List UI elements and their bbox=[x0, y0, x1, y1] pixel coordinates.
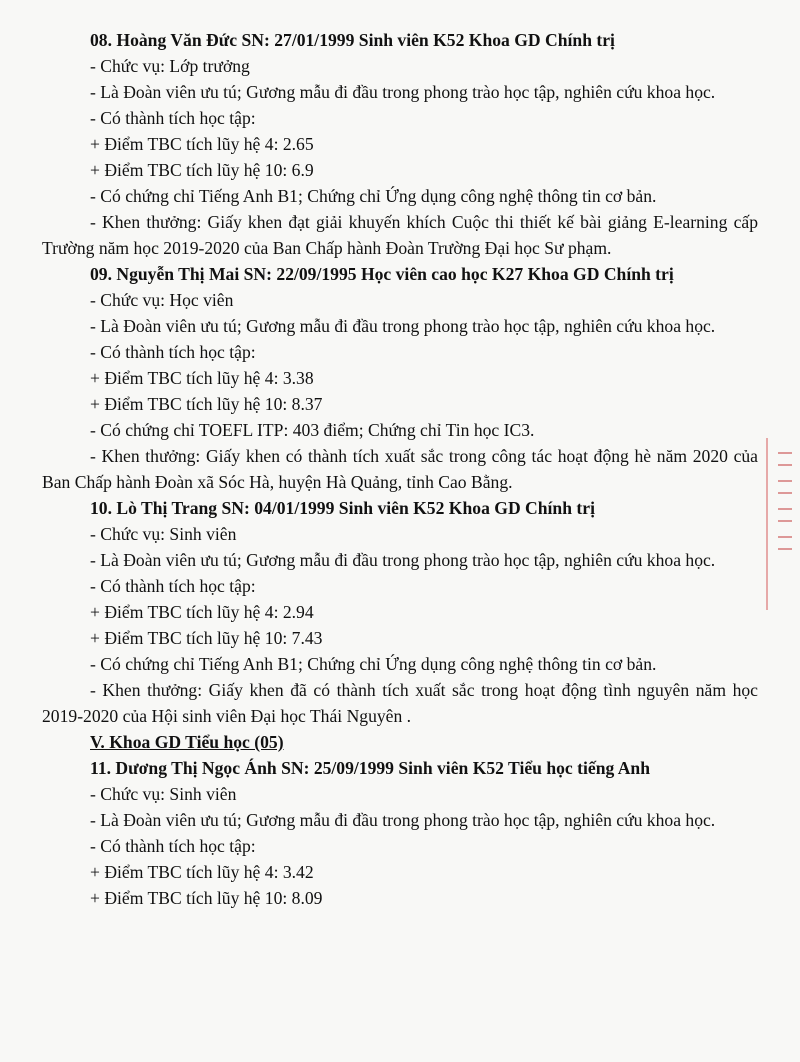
student-heading: 09. Nguyễn Thị Mai SN: 22/09/1995 Học viên cao học K27 Khoa GD Chính trị bbox=[90, 264, 674, 284]
section-heading: V. Khoa GD Tiểu học (05) bbox=[90, 732, 284, 752]
awards-line: - Khen thưởng: Giấy khen đã có thành tích xuất sắc trong hoạt động tình nguyên năm học 2019-2020 của Hội sinh viên Đại học Thái Nguyên . bbox=[42, 680, 758, 726]
certificates-line: - Có chứng chỉ Tiếng Anh B1; Chứng chỉ Ứng dụng công nghệ thông tin cơ bản. bbox=[90, 186, 657, 206]
awards-line: - Khen thưởng: Giấy khen có thành tích xuất sắc trong công tác hoạt động hè năm 2020 của Ban Chấp hành Đoàn xã Sóc Hà, huyện Hà Quảng, tỉnh Cao Bằng. bbox=[42, 446, 758, 492]
student-heading: 10. Lò Thị Trang SN: 04/01/1999 Sinh viên K52 Khoa GD Chính trị bbox=[90, 498, 595, 518]
achievements-label: - Có thành tích học tập: bbox=[90, 576, 256, 596]
awards-line: - Khen thưởng: Giấy khen đạt giải khuyến khích Cuộc thi thiết kế bài giảng E-learning cấp Trường năm học 2019-2020 của Ban Chấp hành Đoàn Trường Đại học Sư phạm. bbox=[42, 212, 758, 258]
gpa4-line: + Điểm TBC tích lũy hệ 4: 3.42 bbox=[90, 862, 314, 882]
gpa4-line: + Điểm TBC tích lũy hệ 4: 3.38 bbox=[90, 368, 314, 388]
student-heading: 08. Hoàng Văn Đức SN: 27/01/1999 Sinh viên K52 Khoa GD Chính trị bbox=[90, 30, 615, 50]
position-line: - Chức vụ: Học viên bbox=[90, 290, 234, 310]
certificates-line: - Có chứng chỉ Tiếng Anh B1; Chứng chỉ Ứng dụng công nghệ thông tin cơ bản. bbox=[90, 654, 657, 674]
position-line: - Chức vụ: Sinh viên bbox=[90, 524, 237, 544]
position-line: - Chức vụ: Lớp trưởng bbox=[90, 56, 250, 76]
student-heading: 11. Dương Thị Ngọc Ánh SN: 25/09/1999 Sinh viên K52 Tiểu học tiếng Anh bbox=[90, 758, 650, 778]
member-line: - Là Đoàn viên ưu tú; Gương mẫu đi đầu trong phong trào học tập, nghiên cứu khoa học. bbox=[90, 82, 716, 102]
stamp-mark bbox=[778, 480, 792, 494]
gpa10-line: + Điểm TBC tích lũy hệ 10: 6.9 bbox=[90, 160, 314, 180]
member-line: - Là Đoàn viên ưu tú; Gương mẫu đi đầu trong phong trào học tập, nghiên cứu khoa học. bbox=[90, 316, 716, 336]
position-line: - Chức vụ: Sinh viên bbox=[90, 784, 237, 804]
gpa4-line: + Điểm TBC tích lũy hệ 4: 2.65 bbox=[90, 134, 314, 154]
document-body bbox=[42, 27, 758, 911]
gpa10-line: + Điểm TBC tích lũy hệ 10: 8.37 bbox=[90, 394, 323, 414]
achievements-label: - Có thành tích học tập: bbox=[90, 836, 256, 856]
achievements-label: - Có thành tích học tập: bbox=[90, 108, 256, 128]
certificates-line: - Có chứng chỉ TOEFL ITP: 403 điểm; Chứng chỉ Tin học IC3. bbox=[90, 420, 535, 440]
gpa10-line: + Điểm TBC tích lũy hệ 10: 7.43 bbox=[90, 628, 323, 648]
stamp-mark bbox=[778, 508, 792, 522]
seal-stamp-edge bbox=[766, 438, 800, 610]
gpa4-line: + Điểm TBC tích lũy hệ 4: 2.94 bbox=[90, 602, 314, 622]
member-line: - Là Đoàn viên ưu tú; Gương mẫu đi đầu trong phong trào học tập, nghiên cứu khoa học. bbox=[90, 550, 716, 570]
achievements-label: - Có thành tích học tập: bbox=[90, 342, 256, 362]
stamp-mark bbox=[778, 452, 792, 466]
gpa10-line: + Điểm TBC tích lũy hệ 10: 8.09 bbox=[90, 888, 323, 908]
member-line: - Là Đoàn viên ưu tú; Gương mẫu đi đầu trong phong trào học tập, nghiên cứu khoa học. bbox=[90, 810, 716, 830]
stamp-mark bbox=[778, 536, 792, 550]
